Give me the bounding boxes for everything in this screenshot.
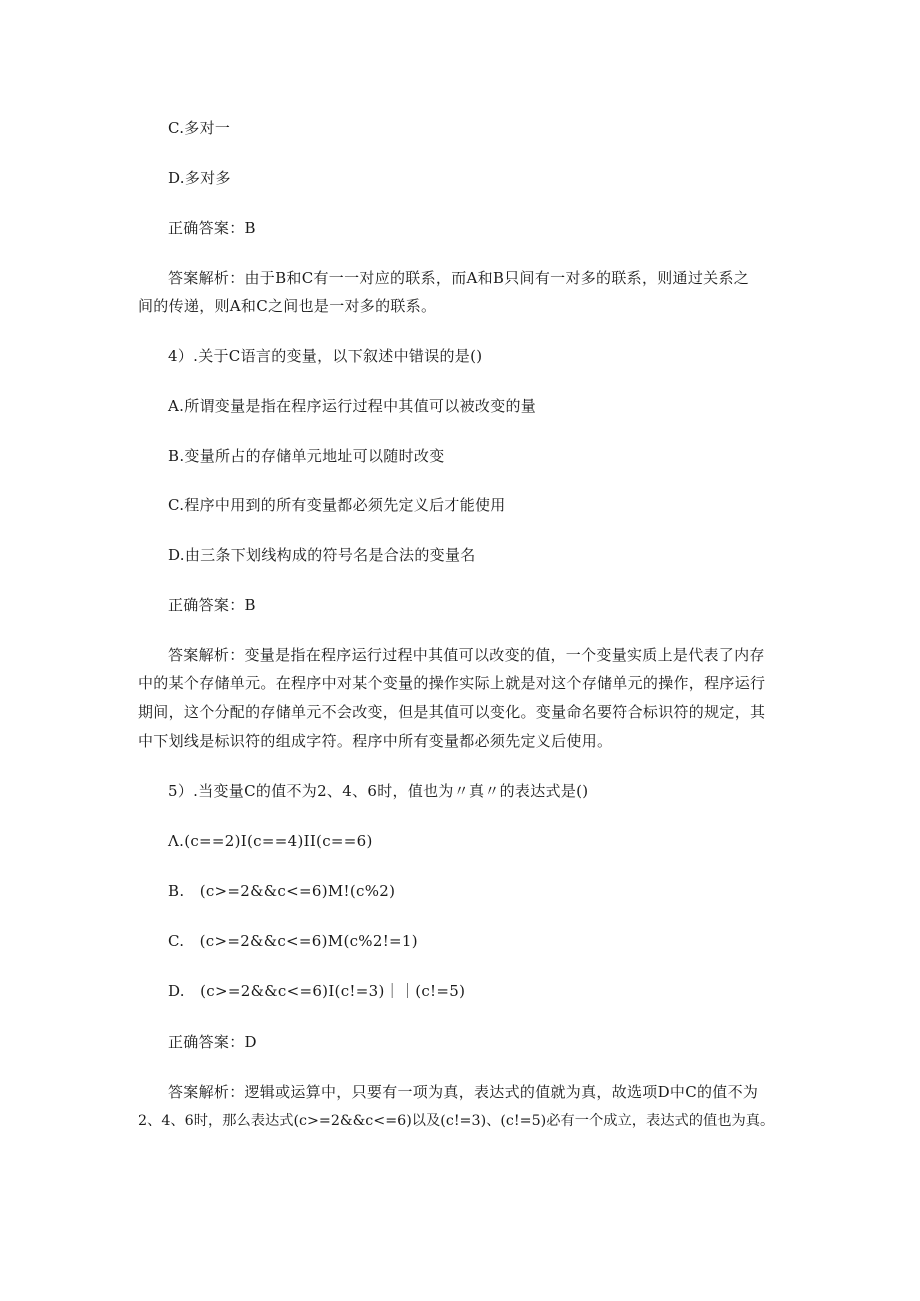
q4-question: 4）.关于C语言的变量，以下叙述中错误的是() xyxy=(168,347,483,365)
q3-explanation-line-2: 间的传递，则A和C之间也是一对多的联系。 xyxy=(138,297,437,315)
q4-explanation-line-3: 期间，这个分配的存储单元不会改变，但是其值可以变化。变量命名要符合标识符的规定，其 xyxy=(138,703,766,721)
q4-option-c: C.程序中用到的所有变量都必须先定义后才能使用 xyxy=(168,496,506,514)
q4-explanation-line-4: 中下划线是标识符的组成字符。程序中所有变量都必须先定义后使用。 xyxy=(138,732,613,750)
q4-answer: 正确答案：B xyxy=(168,596,256,614)
q3-option-d: D.多对多 xyxy=(168,169,231,187)
q5-explanation-line-1: 答案解析：逻辑或运算中，只要有一项为真，表达式的值就为真，故选项D中C的值不为 xyxy=(168,1083,759,1101)
q5-option-a: Λ.(c==2)I(c==4)II(c==6) xyxy=(168,832,373,850)
q5-question: 5）.当变量C的值不为2、4、6时，值也为〃真〃的表达式是() xyxy=(168,782,589,800)
q5-option-c: C. (c>=2&&c<=6)M(c%2!=1) xyxy=(168,932,418,950)
q4-explanation-line-2: 中的某个存储单元。在程序中对某个变量的操作实际上就是对这个存储单元的操作，程序运行 xyxy=(138,674,766,692)
q3-answer: 正确答案：B xyxy=(168,219,256,237)
q4-option-d: D.由三条下划线构成的符号名是合法的变量名 xyxy=(168,546,476,564)
q4-explanation-line-1: 答案解析：变量是指在程序运行过程中其值可以改变的值，一个变量实质上是代表了内存 xyxy=(168,646,765,664)
q5-answer: 正确答案：D xyxy=(168,1033,257,1051)
q4-option-a: A.所谓变量是指在程序运行过程中其值可以被改变的量 xyxy=(168,397,537,415)
q4-option-b: B.变量所占的存储单元地址可以随时改变 xyxy=(168,447,445,465)
q5-option-d: D. (c>=2&&c<=6)I(c!=3)｜｜(c!=5) xyxy=(168,982,466,1000)
q3-option-c: C.多对一 xyxy=(168,119,231,137)
q5-explanation-line-2: 2、4、6时，那么表达式(c>=2&&c<=6)以及(c!=3)、(c!=5)必有一个成立，表达式的值也为真。 xyxy=(138,1113,775,1129)
q5-option-b: B. (c>=2&&c<=6)M!(c%2) xyxy=(168,882,396,900)
q3-explanation-line-1: 答案解析：由于B和C有一一对应的联系，而A和B只间有一对多的联系，则通过关系之 xyxy=(168,269,750,287)
